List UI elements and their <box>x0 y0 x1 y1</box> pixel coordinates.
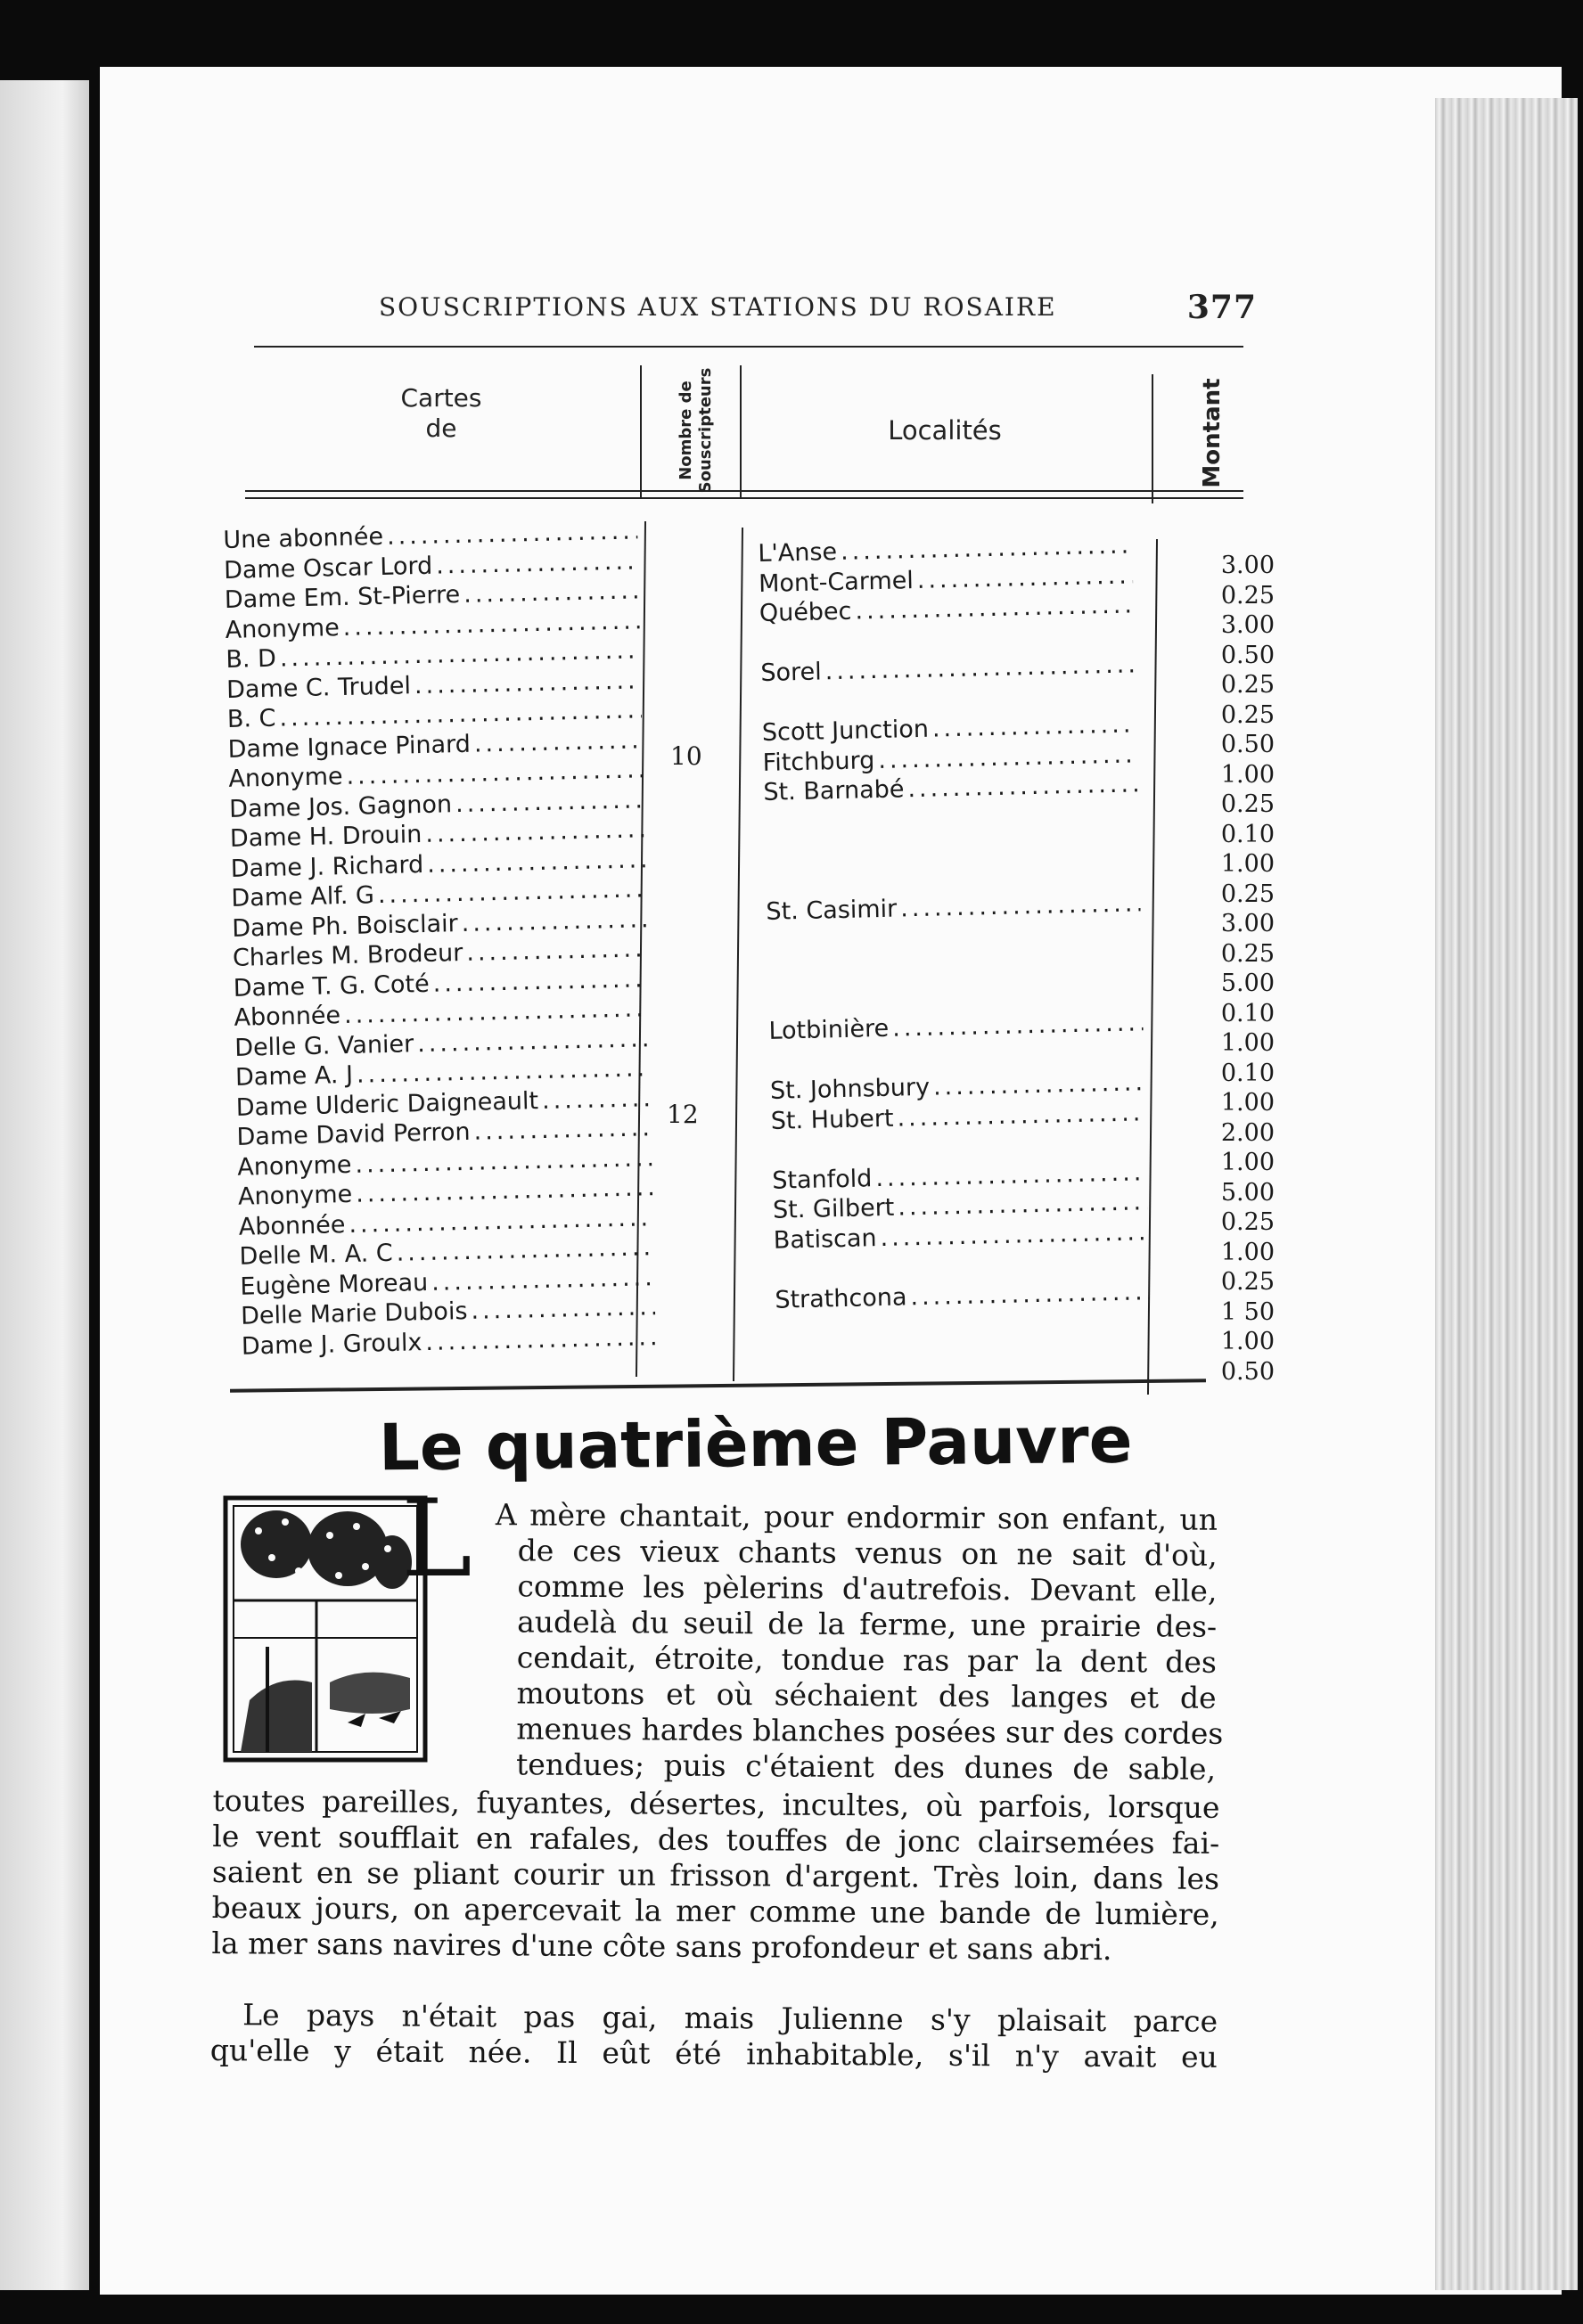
paragraph-2 <box>210 1997 1218 2075</box>
text-line: audelà du seuil de la ferme, une prairie des- <box>517 1604 1218 1644</box>
amount-cell: 1.00 <box>1220 1238 1275 1266</box>
name-cell: Dame Oscar Lord <box>223 552 433 585</box>
name-cell: Anonyme <box>228 763 343 793</box>
locality-row: Sorel ..... <box>760 650 1136 688</box>
paragraph-1-full <box>211 1783 1219 1968</box>
name-cell: Dame J. Groulx <box>241 1328 422 1361</box>
name-cell: Dame David Perron <box>236 1117 471 1151</box>
text-line: beaux jours, on apercevait la mer comme une bande de lumière, <box>211 1890 1219 1932</box>
name-cell: Dame Ulderic Daigneault <box>235 1086 539 1122</box>
name-cell: Anonyme <box>236 1150 352 1182</box>
amount-cell: 0.25 <box>1220 671 1275 699</box>
amount-cell: 0.10 <box>1220 1059 1275 1087</box>
locality-row: Stanfold ..... <box>772 1158 1147 1196</box>
amount-cell: 3.00 <box>1220 552 1275 579</box>
article-title: Le quatrième Pauvre <box>378 1402 1133 1485</box>
locality-row: Scott Junction ..... <box>762 709 1137 748</box>
col-divider-3 <box>1152 374 1153 503</box>
table-head-rule-2 <box>245 497 1243 499</box>
ornamental-initial-illustration <box>223 1495 428 1763</box>
amount-cell: 1.00 <box>1220 1149 1275 1176</box>
name-cell: Anonyme <box>225 613 340 644</box>
amount-cell: 1.00 <box>1220 1029 1275 1057</box>
locality-row: Mont-Carmel ..... <box>759 561 1134 599</box>
amount-cell: 0.25 <box>1220 700 1275 729</box>
amount-cell: 0.50 <box>1220 731 1275 758</box>
text-line: la mer sans navires d'une côte sans profondeur et sans abri. <box>211 1926 1112 1968</box>
locality-row: Fitchburg ..... <box>762 740 1137 778</box>
locality-row: Québec ..... <box>759 590 1135 628</box>
text-line: menues hardes blanches posées sur des cordes <box>516 1711 1224 1751</box>
amount-cell: 1.00 <box>1220 760 1275 789</box>
amounts-column <box>1177 551 1275 1387</box>
col-divider-1 <box>640 365 642 499</box>
text-line: saient en se pliant courir un frisson d'argent. Très loin, dans les <box>211 1854 1220 1896</box>
col-localites-header: Localités <box>888 415 1002 446</box>
name-cell: Delle G. Vanier <box>234 1029 414 1062</box>
amount-cell: 0.25 <box>1220 581 1275 610</box>
name-cell: Dame C. Trudel <box>226 671 412 704</box>
amount-cell: 0.10 <box>1220 820 1275 848</box>
names-column <box>223 516 656 1361</box>
name-cell: Dame J. Richard <box>230 850 424 883</box>
locality-row: Strathcona ..... <box>775 1277 1150 1315</box>
name-cell: Dame Em. St-Pierre <box>224 580 461 614</box>
amount-cell: 1 50 <box>1220 1297 1275 1326</box>
name-cell: Dame Alf. G <box>231 881 375 912</box>
text-line: comme les pèlerins d'autrefois. Devant elle, <box>517 1568 1218 1608</box>
name-cell: Charles M. Brodeur <box>232 939 463 972</box>
amount-cell: 3.00 <box>1220 611 1275 639</box>
amount-cell: 1.00 <box>1220 850 1275 878</box>
col-cartes-line2: de <box>425 413 457 443</box>
running-title: SOUSCRIPTIONS AUX STATIONS DU ROSAIRE <box>379 292 1057 322</box>
text-line: A mère chantait, pour endormir son enfant, un <box>495 1497 1218 1537</box>
amount-cell: 0.10 <box>1220 999 1275 1027</box>
locality-row: Lotbinière ..... <box>768 1008 1144 1046</box>
table-top-rule <box>254 346 1243 348</box>
amount-cell: 0.25 <box>1220 1208 1275 1236</box>
name-cell: Dame T. G. Coté <box>233 970 431 1002</box>
facing-page-edge <box>0 80 89 2290</box>
name-cell: Dame A. J <box>234 1060 354 1092</box>
name-cell: Dame Ignace Pinard <box>227 730 472 764</box>
localities-column <box>758 530 1150 1314</box>
page-edges <box>1435 98 1578 2290</box>
locality-row: St. Casimir ..... <box>766 888 1141 927</box>
name-cell: Delle M. A. C <box>239 1239 394 1271</box>
drop-cap: L <box>401 1477 472 1601</box>
col-cartes-header <box>357 383 526 444</box>
amount-cell: 0.25 <box>1220 939 1275 968</box>
name-cell: Eugène Moreau <box>240 1268 429 1301</box>
running-header <box>379 289 1257 333</box>
text-line: qu'elle y était née. Il eût été inhabitable, s'il n'y avait eu <box>209 2033 1218 2074</box>
name-cell: Une abonnée <box>223 522 384 554</box>
text-line: cendait, étroite, tondue ras par la dent des <box>516 1640 1217 1680</box>
amount-cell: 5.00 <box>1220 1178 1275 1207</box>
amount-cell: 0.50 <box>1220 1357 1275 1386</box>
amount-cell: 2.00 <box>1220 1118 1275 1147</box>
locality-row: L'Anse ..... <box>758 530 1133 569</box>
text-line: moutons et où séchaient des langes et de <box>516 1675 1217 1715</box>
name-cell: Abonnée <box>234 1002 341 1032</box>
table-head-rule <box>245 490 1243 492</box>
col-montant-header: Montant <box>1199 378 1226 488</box>
locality-row: St. Barnabé ..... <box>763 769 1138 807</box>
locality-row: St. Gilbert ..... <box>773 1187 1148 1225</box>
group-count-2: 12 <box>667 1100 699 1129</box>
name-cell: Delle Marie Dubois <box>240 1297 468 1330</box>
name-cell: B. D <box>226 644 277 674</box>
page-number: 377 <box>1186 289 1257 326</box>
amount-cell: 1.00 <box>1220 1089 1275 1117</box>
locality-row: St. Johnsbury ..... <box>770 1068 1145 1106</box>
text-line: de ces vieux chants venus on ne sait d'où, <box>517 1533 1218 1573</box>
locality-row: Batiscan ..... <box>773 1217 1148 1256</box>
amount-cell: 0.25 <box>1220 1268 1275 1296</box>
col-divider-2 <box>740 365 742 499</box>
text-line: le vent soufflait en rafales, des touffes de jonc clairsemées fai- <box>212 1819 1220 1861</box>
paragraph-1-indented <box>494 1497 1224 1788</box>
name-cell: Abonnée <box>238 1210 346 1241</box>
name-cell: B. C <box>226 704 276 733</box>
name-cell: Dame H. Drouin <box>229 821 422 853</box>
amount-cell: 0.50 <box>1220 641 1275 669</box>
name-cell: Dame Ph. Boisclair <box>231 909 459 943</box>
group-count-1: 10 <box>670 741 702 771</box>
name-cell: Dame Jos. Gagnon <box>228 790 453 823</box>
amount-cell: 5.00 <box>1220 970 1275 997</box>
amount-cell: 0.25 <box>1220 880 1275 908</box>
text-line: toutes pareilles, fuyantes, désertes, incultes, où parfois, lorsque <box>212 1783 1220 1825</box>
amount-cell: 1.00 <box>1220 1328 1275 1355</box>
locality-row: St. Hubert ..... <box>770 1098 1145 1136</box>
amount-cell: 0.25 <box>1220 790 1275 818</box>
text-line: tendues; puis c'étaient des dunes de sable, <box>515 1747 1217 1787</box>
col-nombre-header: Nombre de Souscripteurs <box>677 367 715 494</box>
name-cell: Anonyme <box>237 1180 353 1211</box>
amount-cell: 3.00 <box>1220 910 1275 937</box>
col-cartes-line1: Cartes <box>400 383 482 413</box>
text-line: Le pays n'était pas gai, mais Julienne s'y plaisait parce <box>242 1997 1218 2039</box>
